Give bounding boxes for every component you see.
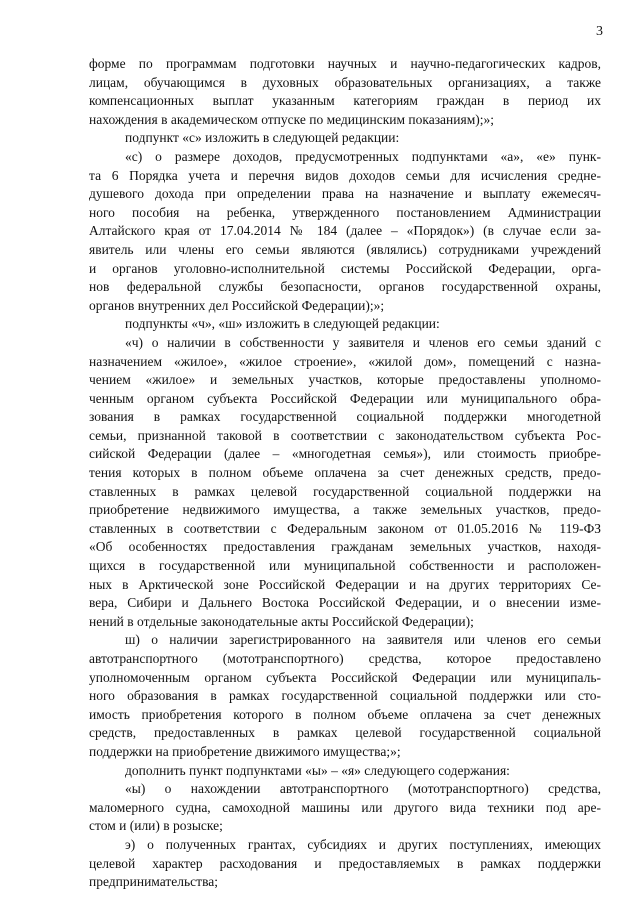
text-line: душевого дохода при определении права на назначение и выплату ежемесяч- <box>89 186 601 202</box>
text-line: ного пособия на ребенка, утвержденного постановлением Администрации <box>89 204 601 220</box>
text-line: ш) о наличии зарегистрированного на заявителя или членов его семьи <box>125 632 601 648</box>
paragraph <box>89 334 601 632</box>
text-line: ных в Арктической зоне Российской Федерации и на других территориях Се- <box>89 576 601 592</box>
text-line: э) о полученных грантах, субсидиях и других поступлениях, имеющих <box>125 836 601 852</box>
paragraph <box>89 780 601 836</box>
text-line: «ы) о нахождении автотранспортного (мототранспортного) средства, <box>125 781 601 797</box>
document-body <box>89 55 601 892</box>
paragraph <box>89 148 601 315</box>
paragraph <box>89 129 601 148</box>
text-line: зования в рамках государственной социальной поддержки многодетной <box>89 409 601 425</box>
text-line: нений в отдельные законодательные акты Российской Федерации); <box>89 613 474 629</box>
text-line: назначением «жилое», «жилое строение», «жилой дом», помещений с назна- <box>89 353 601 369</box>
text-line: та 6 Порядка учета и перечня видов доходов семьи для исчисления средне- <box>89 167 601 183</box>
text-line: Алтайского края от 17.04.2014 № 184 (далее – «Порядок») (в случае если за- <box>89 223 601 239</box>
paragraph <box>89 836 601 892</box>
paragraph <box>89 315 601 334</box>
text-line: тения которых в полном объеме оплачена за счет денежных средств, предо- <box>89 465 601 481</box>
text-line: нахождения в академическом отпуске по медицинским показаниям);»; <box>89 111 494 127</box>
text-line: компенсационных выплат указанным категориям граждан в период их <box>89 93 601 109</box>
text-line: приобретение недвижимого имущества, а также земельных участков, предо- <box>89 502 601 518</box>
text-line: маломерного судна, самоходной машины или другого вида техники под аре- <box>89 799 601 815</box>
text-line: «Об особенностях предоставления гражданам земельных участков, находя- <box>89 539 601 555</box>
paragraph <box>89 55 601 129</box>
text-line: подпункт «с» изложить в следующей редакции: <box>125 130 400 146</box>
text-line: средств, предоставленных в рамках целевой государственной социальной <box>89 725 601 741</box>
text-line: стом и (или) в розыске; <box>89 818 223 834</box>
text-line: подпункты «ч», «ш» изложить в следующей редакции: <box>125 316 440 332</box>
text-line: щихся в государственной или муниципальной собственности и расположен- <box>89 558 601 574</box>
text-line: органов внутренних дел Российской Федерации);»; <box>89 297 385 313</box>
text-line: ного образования в рамках государственной социальной поддержки или сто- <box>89 688 601 704</box>
text-line: дополнить пункт подпунктами «ы» – «я» следующего содержания: <box>125 762 510 778</box>
text-line: чением «жилое» и земельных участков, которые предоставлены уполномо- <box>89 372 601 388</box>
text-line: имость приобретения которого в полном объеме оплачена за счет денежных <box>89 706 601 722</box>
text-line: форме по программам подготовки научных и научно-педагогических кадров, <box>89 56 601 71</box>
text-line: ченным органом субъекта Российской Федерации или муниципального обра- <box>89 390 601 406</box>
text-line: ставленных в рамках целевой государственной социальной поддержки на <box>89 483 601 499</box>
text-line: вера, Сибири и Дальнего Востока Российской Федерации, и о внесении изме- <box>89 595 601 611</box>
text-line: автотранспортного (мототранспортного) средства, которое предоставлено <box>89 651 601 666</box>
page-number: 3 <box>596 24 603 39</box>
text-line: целевой характер расходования и предоставляемых в рамках поддержки <box>89 855 601 871</box>
text-line: нов федеральной службы безопасности, органов государственной охраны, <box>89 279 601 295</box>
paragraph <box>89 762 601 781</box>
text-line: предпринимательства; <box>89 874 219 890</box>
text-line: ставленных в соответствии с Федеральным законом от 01.05.2016 № 119-ФЗ <box>89 520 601 536</box>
paragraph <box>89 631 601 761</box>
text-line: уполномоченным органом субъекта Российской Федерации или муниципаль- <box>89 669 601 685</box>
text-line: сийской Федерации (далее – «многодетная семья»), или стоимость приобре- <box>89 446 601 462</box>
text-line: семьи, признанной таковой в соответствии с законодательством субъекта Рос- <box>89 427 601 443</box>
text-line: поддержки на приобретение движимого имущества;»; <box>89 743 401 759</box>
text-line: «ч) о наличии в собственности у заявителя и членов его семьи зданий с <box>125 334 601 350</box>
text-line: явитель или члены его семьи являются (являлись) сотрудниками учреждений <box>89 241 601 257</box>
text-line: и органов уголовно-исполнительной системы Российской Федерации, орга- <box>89 260 601 276</box>
text-line: «с) о размере доходов, предусмотренных подпунктами «а», «е» пунк- <box>125 148 601 164</box>
text-line: лицам, обучающимся в духовных образовательных организациях, а также <box>89 74 601 90</box>
